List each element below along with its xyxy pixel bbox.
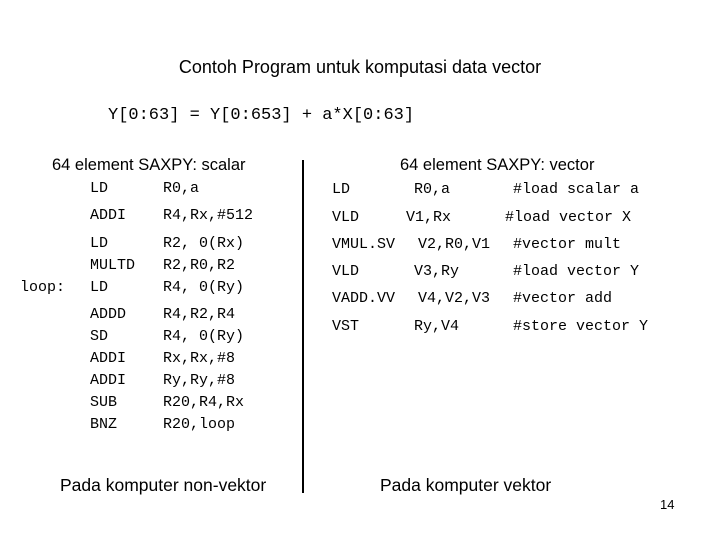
- scalar-operand: R4,Rx,#512: [163, 207, 254, 224]
- scalar-opcode: ADDI: [90, 350, 127, 367]
- saxpy-equation: Y[0:63] = Y[0:653] + a*X[0:63]: [108, 106, 415, 125]
- vector-comment: #store vector Y: [513, 318, 649, 335]
- scalar-opcode: BNZ: [90, 416, 118, 433]
- scalar-opcode: MULTD: [90, 257, 136, 274]
- vector-operand: Ry,V4: [414, 318, 460, 335]
- scalar-operand: Rx,Rx,#8: [163, 350, 236, 367]
- scalar-opcode: LD: [90, 235, 109, 252]
- vector-operand: V4,V2,V3: [418, 290, 491, 307]
- scalar-opcode: SD: [90, 328, 109, 345]
- vector-operand: V3,Ry: [414, 263, 460, 280]
- scalar-operand: R4,R2,R4: [163, 306, 236, 323]
- scalar-operand: R20,R4,Rx: [163, 394, 245, 411]
- vector-opcode: VLD: [332, 263, 360, 280]
- loop-label: loop:: [20, 279, 66, 296]
- vector-caption: Pada komputer vektor: [380, 475, 552, 495]
- scalar-operand: R20,loop: [163, 416, 236, 433]
- scalar-opcode: SUB: [90, 394, 118, 411]
- scalar-operand: R4, 0(Ry): [163, 328, 245, 345]
- scalar-operand: Ry,Ry,#8: [163, 372, 236, 389]
- vector-opcode: LD: [332, 181, 351, 198]
- column-divider: [302, 160, 304, 493]
- page-number: 14: [660, 497, 675, 512]
- vector-comment: #load vector Y: [513, 263, 640, 280]
- scalar-heading: 64 element SAXPY: scalar: [52, 156, 246, 174]
- slide-title: Contoh Program untuk komputasi data vector: [178, 57, 542, 77]
- scalar-opcode: ADDI: [90, 372, 127, 389]
- scalar-code-labels: [20, 222, 66, 296]
- vector-comment: #vector mult: [513, 236, 622, 253]
- vector-comment: #load vector X: [505, 209, 632, 226]
- vector-heading: 64 element SAXPY: vector: [400, 156, 595, 174]
- vector-opcode: VST: [332, 318, 360, 335]
- vector-operand: V2,R0,V1: [418, 236, 491, 253]
- scalar-code-block: [20, 178, 66, 310]
- vector-opcode: VLD: [332, 209, 360, 226]
- vector-operand: V1,Rx: [406, 209, 452, 226]
- vector-comment: #load scalar a: [513, 181, 640, 198]
- scalar-opcode: ADDI: [90, 207, 127, 224]
- vector-comment: #vector add: [513, 290, 613, 307]
- scalar-opcode: LD: [90, 279, 109, 296]
- scalar-operand: R2,R0,R2: [163, 257, 236, 274]
- scalar-opcode: LD: [90, 180, 109, 197]
- vector-operand: R0,a: [414, 181, 451, 198]
- scalar-operand: R0,a: [163, 180, 200, 197]
- scalar-caption: Pada komputer non-vektor: [60, 475, 267, 495]
- vector-opcode: VADD.VV: [332, 290, 396, 307]
- vector-opcode: VMUL.SV: [332, 236, 396, 253]
- scalar-operand: R4, 0(Ry): [163, 279, 245, 296]
- scalar-opcode: ADDD: [90, 306, 127, 323]
- scalar-operand: R2, 0(Rx): [163, 235, 245, 252]
